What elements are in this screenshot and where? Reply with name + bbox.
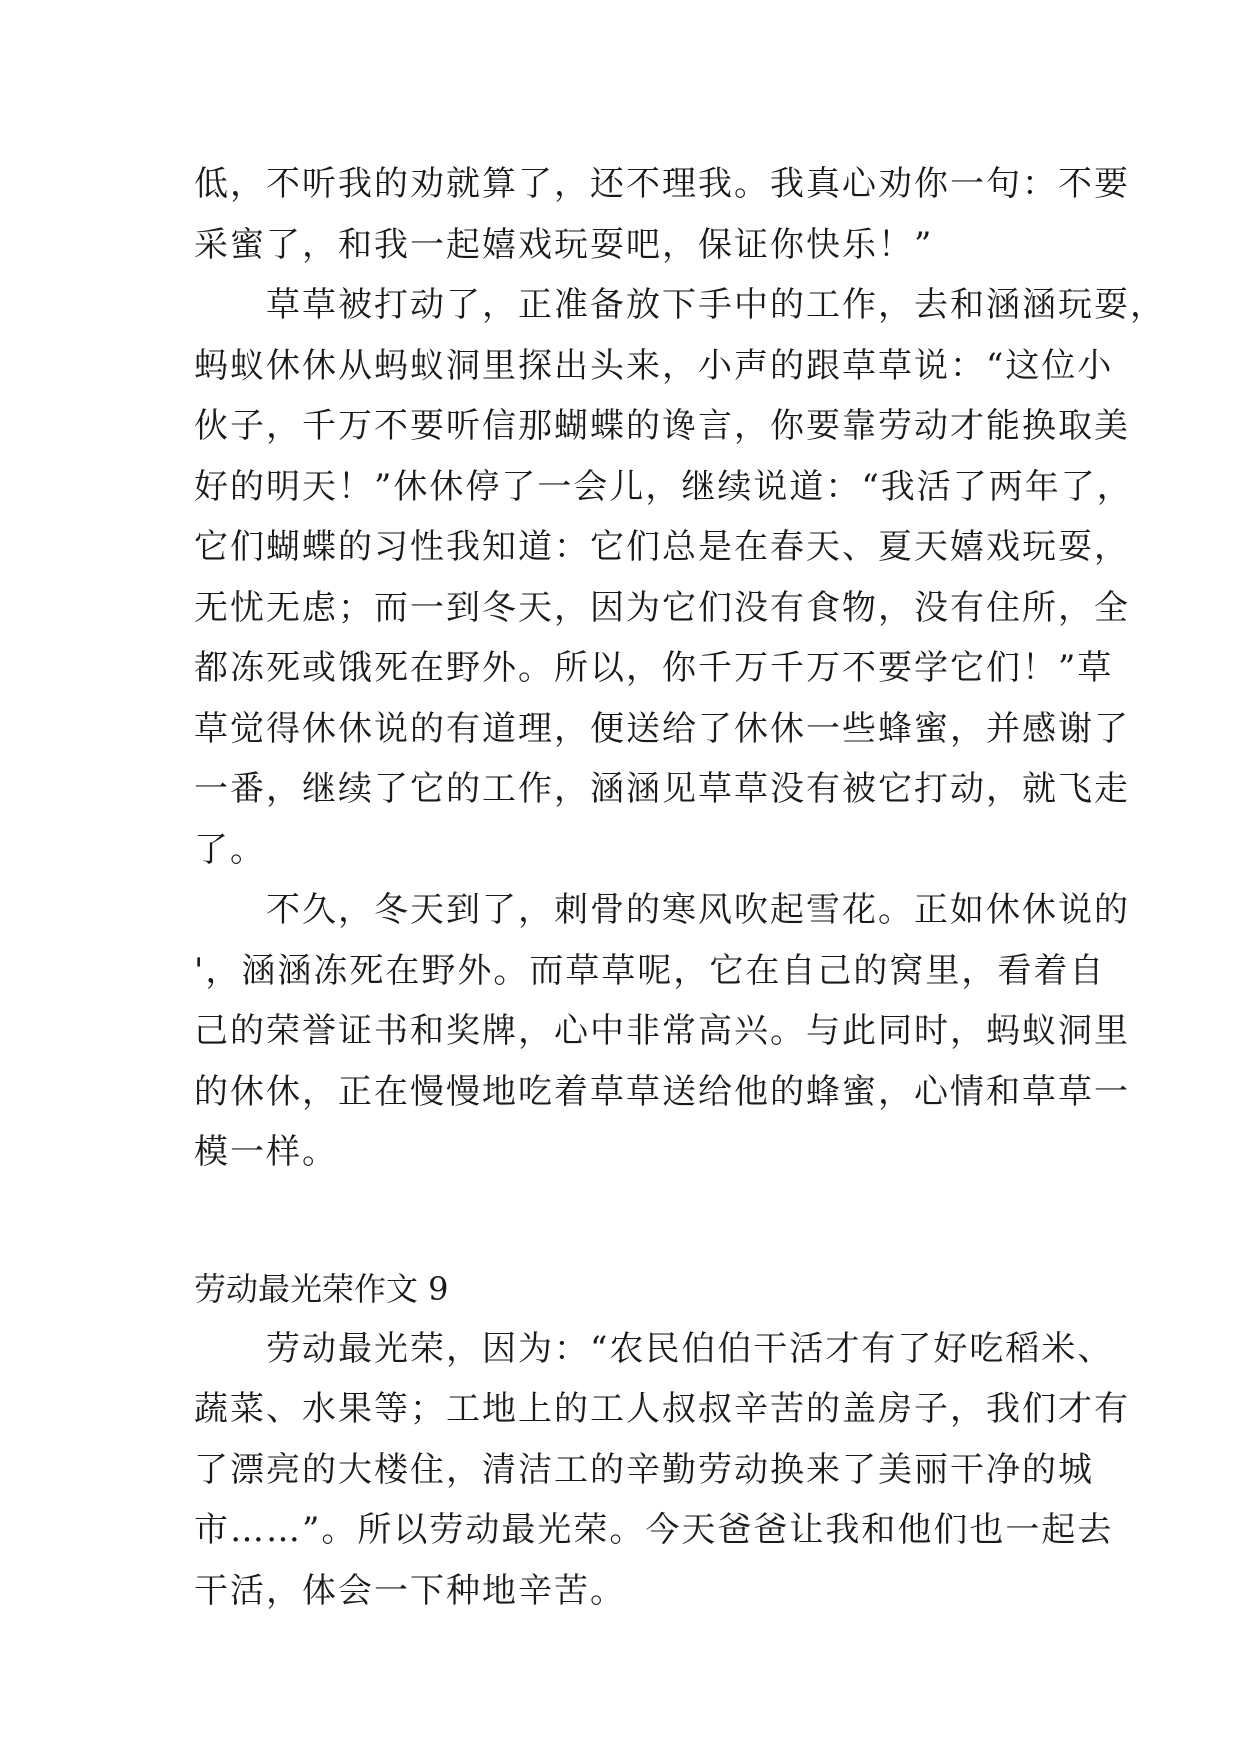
section-heading: 劳动最光荣作文 9	[194, 1269, 449, 1308]
text-line: 蚂蚁休休从蚂蚁洞里探出头来，小声的跟草草说：“这位小	[194, 345, 1114, 386]
text-line: '，涵涵冻死在野外。而草草呢，它在自己的窝里，看着自	[194, 950, 1106, 991]
text-line: 无忧无虑；而一到冬天，因为它们没有食物，没有住所，全	[194, 587, 1130, 628]
text-line: 不久，冬天到了，刺骨的寒风吹起雪花。正如休休说的	[194, 890, 1130, 930]
text-line: 草觉得休休说的有道理，便送给了休休一些蜂蜜，并感谢了	[194, 708, 1130, 749]
text-line: 了。	[194, 829, 266, 870]
text-line: 蔬菜、水果等；工地上的工人叔叔辛苦的盖房子，我们才有	[194, 1389, 1130, 1429]
text-line: 的休休，正在慢慢地吃着草草送给他的蜂蜜，心情和草草一	[194, 1071, 1130, 1112]
text-line: 草草被打动了，正准备放下手中的工作，去和涵涵玩耍，	[194, 285, 1166, 325]
text-line: 市……”。所以劳动最光荣。今天爸爸让我和他们也一起去	[194, 1510, 1114, 1550]
text-line: 它们蝴蝶的习性我知道：它们总是在春天、夏天嬉戏玩耍，	[194, 527, 1130, 567]
text-line: 都冻死或饿死在野外。所以，你千万千万不要学它们！”草	[194, 648, 1114, 688]
text-line: 伙子，千万不要听信那蝴蝶的谗言，你要靠劳动才能换取美	[194, 406, 1130, 446]
document-body	[194, 154, 1166, 1621]
text-line: 一番，继续了它的工作，涵涵见草草没有被它打动，就飞走	[194, 769, 1130, 809]
text-line: 劳动最光荣，因为：“农民伯伯干活才有了好吃稻米、	[194, 1328, 1114, 1369]
text-line: 干活，体会一下种地辛苦。	[194, 1570, 626, 1611]
section-gap	[194, 1183, 1044, 1259]
text-line: 采蜜了，和我一起嬉戏玩耍吧，保证你快乐！”	[194, 224, 934, 265]
text-line: 低，不听我的劝就算了，还不理我。我真心劝你一句：不要	[194, 164, 1130, 204]
text-line: 了漂亮的大楼住，清洁工的辛勤劳动换来了美丽干净的城	[194, 1449, 1094, 1490]
text-line: 模一样。	[194, 1132, 338, 1172]
text-line: 好的明天！”休休停了一会儿，继续说道：“我活了两年了，	[194, 466, 1133, 507]
text-line: 己的荣誉证书和奖牌，心中非常高兴。与此同时，蚂蚁洞里	[194, 1011, 1130, 1051]
